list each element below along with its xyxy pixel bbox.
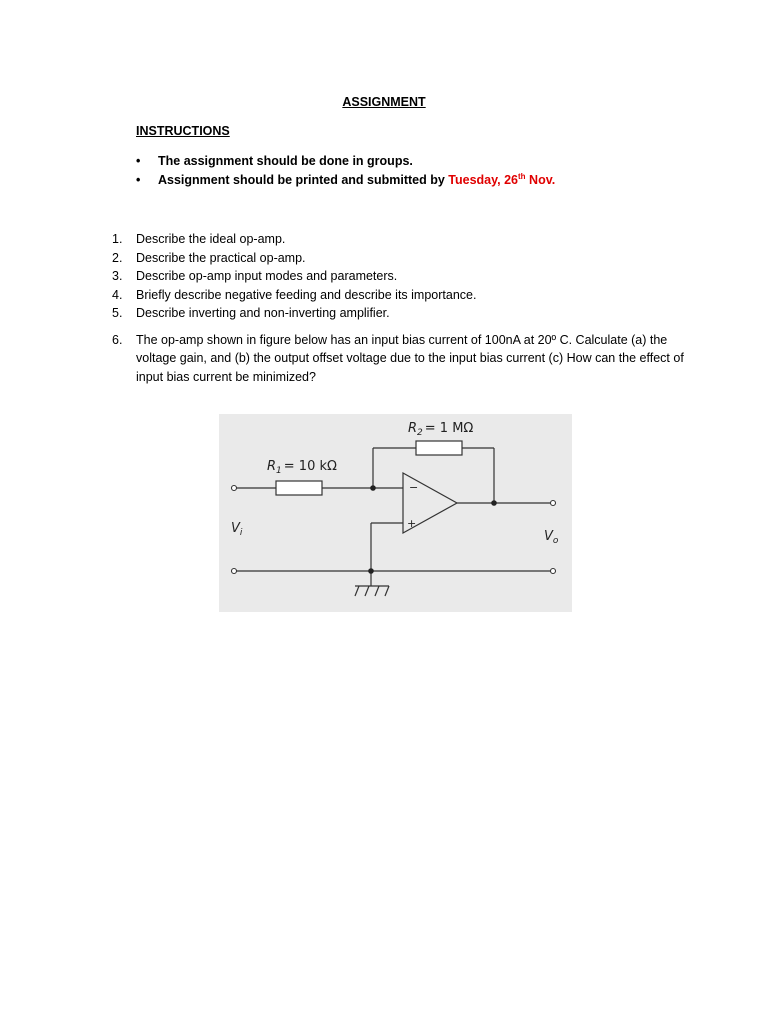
terminal-vi-bottom [232, 569, 237, 574]
page-title: ASSIGNMENT [342, 95, 426, 109]
junction-dot [370, 485, 376, 491]
resistor-r2 [416, 441, 462, 455]
instructions-heading: INSTRUCTIONS [136, 124, 230, 138]
deadline-date: Tuesday, 26 [448, 173, 519, 187]
questions-list [112, 230, 696, 386]
question-number: 2. [112, 250, 123, 265]
op-amp-circuit-diagram [219, 414, 572, 612]
vo-label: $V_o$ [544, 529, 559, 546]
junction-dot [368, 568, 374, 574]
plus-sign: + [407, 517, 417, 530]
deadline-month: Nov. [525, 173, 556, 187]
bullet-icon: • [136, 173, 141, 187]
instruction-item [136, 152, 555, 171]
question-item [112, 286, 696, 305]
minus-sign: − [409, 481, 419, 494]
ground-hatch [365, 586, 369, 596]
question-item [112, 304, 696, 323]
circuit-figure [219, 414, 572, 612]
question-number: 1. [112, 232, 123, 246]
question-text: Describe op-amp input modes and parameters. [136, 269, 398, 283]
vi-label: $V_i$ [231, 521, 243, 538]
question-number: 6. [112, 332, 123, 347]
deadline-suffix: th [518, 172, 526, 181]
question-number: 3. [112, 269, 123, 283]
question-item [112, 249, 696, 268]
terminal-vi-top [232, 486, 237, 491]
ground-hatch [375, 586, 379, 596]
question-text: Describe the ideal op-amp. [136, 232, 286, 246]
question-text: Describe inverting and non-inverting amplifier. [136, 306, 390, 320]
junction-dot [491, 500, 497, 506]
ground-hatch [385, 586, 389, 596]
question-text: Briefly describe negative feeding and describe its importance. [136, 287, 477, 302]
instruction-text: Assignment should be printed and submitted by [158, 173, 449, 187]
question-item [112, 331, 696, 387]
instructions-list [136, 152, 555, 190]
question-text: The op-amp shown in figure below has an input bias current of 100nA at 20º C. Calculate (a) the voltage gain, and (b) the output offset voltage due to the input bias current (c) How can the effect of input bias current be minimized? [136, 332, 684, 384]
instruction-item [136, 171, 555, 190]
question-number: 4. [112, 287, 123, 302]
terminal-vo-top [551, 501, 556, 506]
resistor-r1 [276, 481, 322, 495]
question-number: 5. [112, 306, 123, 320]
deadline-text [448, 173, 555, 187]
r2-label: $R_2 = 1$ MΩ [408, 421, 474, 438]
question-item [112, 267, 696, 286]
question-item [112, 230, 696, 249]
terminal-vo-bottom [551, 569, 556, 574]
question-text: Describe the practical op-amp. [136, 250, 306, 265]
r1-label: $R_1 = 10$ kΩ [267, 459, 337, 476]
instruction-text: The assignment should be done in groups. [158, 154, 413, 168]
ground-hatch [355, 586, 359, 596]
bullet-icon: • [136, 154, 141, 168]
